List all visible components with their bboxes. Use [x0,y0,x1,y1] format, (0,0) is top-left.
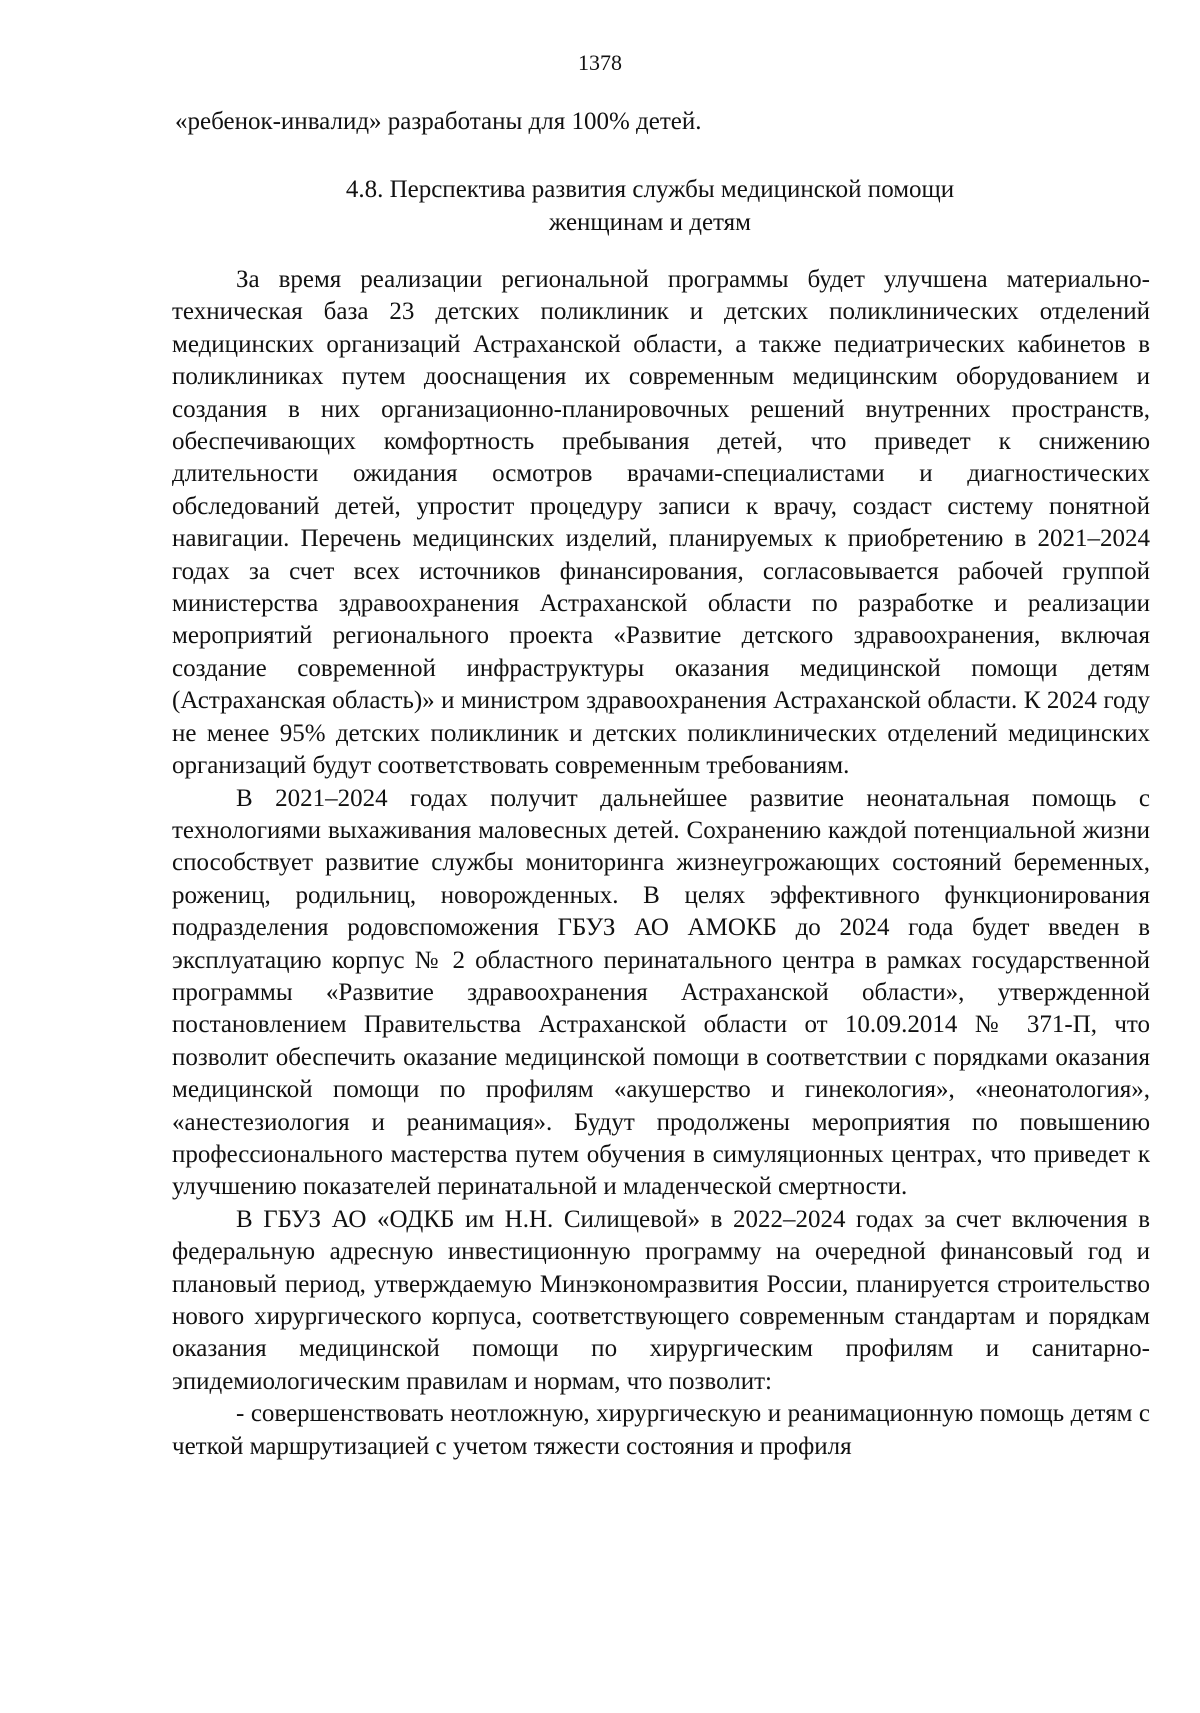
paragraph-neonatal-care: В 2021–2024 годах получит дальнейшее развитие неонатальная помощь с технологиями выхаживания маловесных детей. Сохранению каждой потенциальной жизни способствует развитие службы мониторинга жизнеугрожающих состояний беременных, рожениц, родильниц, новорожденных. В целях эффективного функционирования подразделения родовспоможения ГБУЗ АО АМОКБ до 2024 года будет введен в эксплуатацию корпус № 2 областного перинатального центра в рамках государственной программы «Развитие здравоохранения Астраханской области», утвержденной постановлением Правительства Астраханской области от 10.09.2014 № 371-П, что позволит обеспечить оказание медицинской помощи в соответствии с порядками оказания медицинской помощи по профилям «акушерство и гинекология», «неонатология», «анестезиология и реанимация». Будут продолжены мероприятия по повышению профессионального мастерства путем обучения в симуляционных центрах, что приведет к улучшению показателей перинатальной и младенческой смертности. [172,784,1150,1201]
body-text [172,264,1150,1463]
section-heading-line-1: 4.8. Перспектива развития службы медицинской помощи [345,176,955,203]
page-number: 1378 [578,50,622,75]
continued-text-line: «ребенок-инвалид» разработаны для 100% детей. [175,108,702,135]
section-heading [150,173,1150,239]
bullet-item: - совершенствовать неотложную, хирургическую и реанимационную помощь детям с четкой маршрутизацией с учетом тяжести состояния и профиля [172,1400,1150,1460]
paragraph-polyclinics: За время реализации региональной программы будет улучшена материально-техническая база 23 детских поликлиник и детских поликлинических отделений медицинских организаций Астраханской области, а также педиатрических кабинетов в поликлиниках путем дооснащения их современным медицинским оборудованием и создания в них организационно-планировочных решений внутренних пространств, обеспечивающих комфортность пребывания детей, что приведет к снижению длительности ожидания осмотров врачами-специалистами и диагностических обследований детей, упростит процедуру записи к врачу, создаст систему понятной навигации. Перечень медицинских изделий, планируемых к приобретению в 2021–2024 годах за счет всех источников финансирования, согласовывается рабочей группой министерства здравоохранения Астраханской области по разработке и реализации мероприятий регионального проекта «Развитие детского здравоохранения, включая создание современной инфраструктуры оказания медицинской помощи детям (Астраханская область)» и министром здравоохранения Астраханской области. К 2024 году не менее 95% детских поликлиник и детских поликлинических отделений медицинских организаций будут соответствовать современным требованиям. [172,266,1150,780]
section-heading-line-2: женщинам и детям [549,209,751,236]
paragraph-surgical-building: В ГБУЗ АО «ОДКБ им Н.Н. Силищевой» в 2022–2024 годах за счет включения в федеральную адресную инвестиционную программу на очередной финансовый год и плановый период, утверждаемую Минэкономразвития России, планируется строительство нового хирургического корпуса, соответствующего современным стандартам и порядкам оказания медицинской помощи по хирургическим профилям и санитарно-эпидемиологическим правилам и нормам, что позволит: [172,1205,1150,1395]
